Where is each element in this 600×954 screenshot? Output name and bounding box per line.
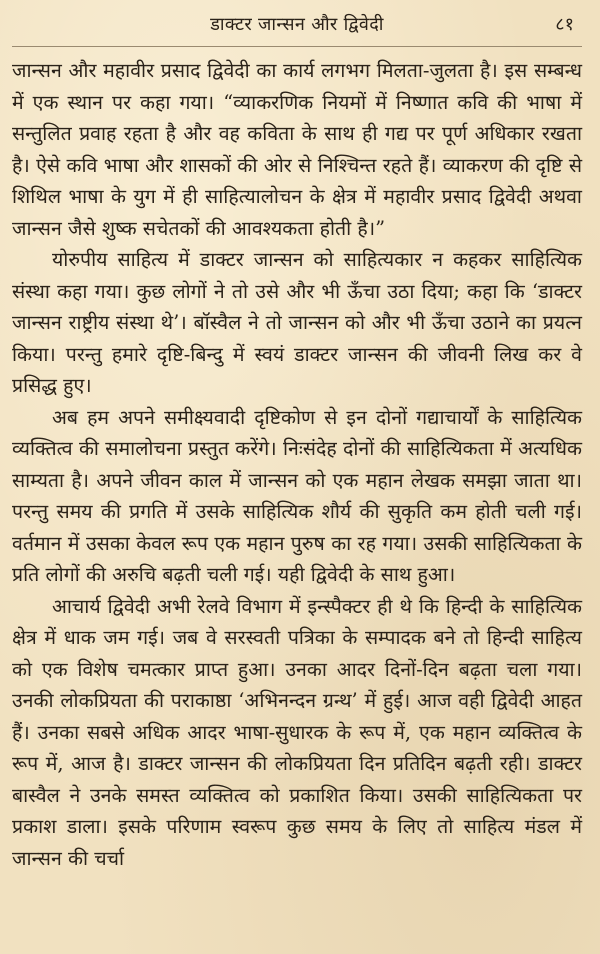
running-header	[12, 10, 582, 47]
paragraph: योरुपीय साहित्य में डाक्टर जान्सन को साहित्यकार न कहकर साहित्यिक संस्था कहा गया। कुछ लोगों ने तो उसे और भी ऊँचा उठा दिया; कहा कि ‘डाक्टर जान्सन राष्ट्रीय संस्था थे’। बॉस्वैल ने तो जान्सन को और भी ऊँचा उठाने का प्रयत्न किया। परन्तु हमारे दृष्टि-बिन्दु में स्वयं डाक्टर जान्सन की जीवनी लिख कर वे प्रसिद्ध हुए।	[12, 248, 582, 397]
paragraph: जान्सन और महावीर प्रसाद द्विवेदी का कार्य लगभग मिलता-जुलता है। इस सम्बन्ध में एक स्थान पर कहा गया। “व्याकरणिक नियमों में निष्णात कवि की भाषा में सन्तुलित प्रवाह रहता है और वह कविता के साथ ही गद्य पर पूर्ण अधिकार रखता है। ऐसे कवि भाषा और शासकों की ओर से निश्चिन्त रहते हैं। व्याकरण की दृष्टि से शिथिल भाषा के युग में ही साहित्यालोचन के क्षेत्र में महावीर प्रसाद द्विवेदी अथवा जान्सन जैसे शुष्क सचेतकों की आवश्यकता होती है।”	[12, 59, 582, 240]
body-text	[12, 55, 582, 874]
page-number: ८१	[555, 14, 574, 35]
paragraph: आचार्य द्विवेदी अभी रेलवे विभाग में इन्स्पैक्टर ही थे कि हिन्दी के साहित्यिक क्षेत्र में धाक जम गई। जब वे सरस्वती पत्रिका के सम्पादक बने तो हिन्दी साहित्य को एक विशेष चमत्कार प्राप्त हुआ। उनका आदर दिनों-दिन बढ़ता चला गया। उनकी लोकप्रियता की पराकाष्ठा ‘अभिनन्दन ग्रन्थ’ में हुई। आज वही द्विवेदी आहत हैं। उनका सबसे अधिक आदर भाषा-सुधारक के रूप में, एक महान व्यक्तित्व के रूप में, आज है। डाक्टर जान्सन की लोकप्रियता दिन प्रतिदिन बढ़ती रही। डाक्टर बास्वैल ने उनके समस्त व्यक्तित्व को प्रकाशित किया। उसकी साहित्यिकता पर प्रकाश डाला। इसके परिणाम स्वरूप कुछ समय के लिए तो साहित्य मंडल में जान्सन की चर्चा	[12, 594, 582, 870]
paragraph: अब हम अपने समीक्ष्यवादी दृष्टिकोण से इन दोनों गद्याचार्यों के साहित्यिक व्यक्तित्व की समालोचना प्रस्तुत करेंगे। निःसंदेह दोनों की साहित्यिकता में अत्यधिक साम्यता है। अपने जीवन काल में जान्सन को एक महान लेखक समझा जाता था। परन्तु समय की प्रगति में उसके साहित्यिक शौर्य की सुकृति कम होती चली गई। वर्तमान में उसका केवल रूप एक महान पुरुष का रह गया। उसकी साहित्यिकता के प्रति लोगों की अरुचि बढ़ती चली गई। यही द्विवेदी के साथ हुआ।	[12, 405, 582, 586]
chapter-title: डाक्टर जान्सन और द्विवेदी	[210, 14, 384, 35]
